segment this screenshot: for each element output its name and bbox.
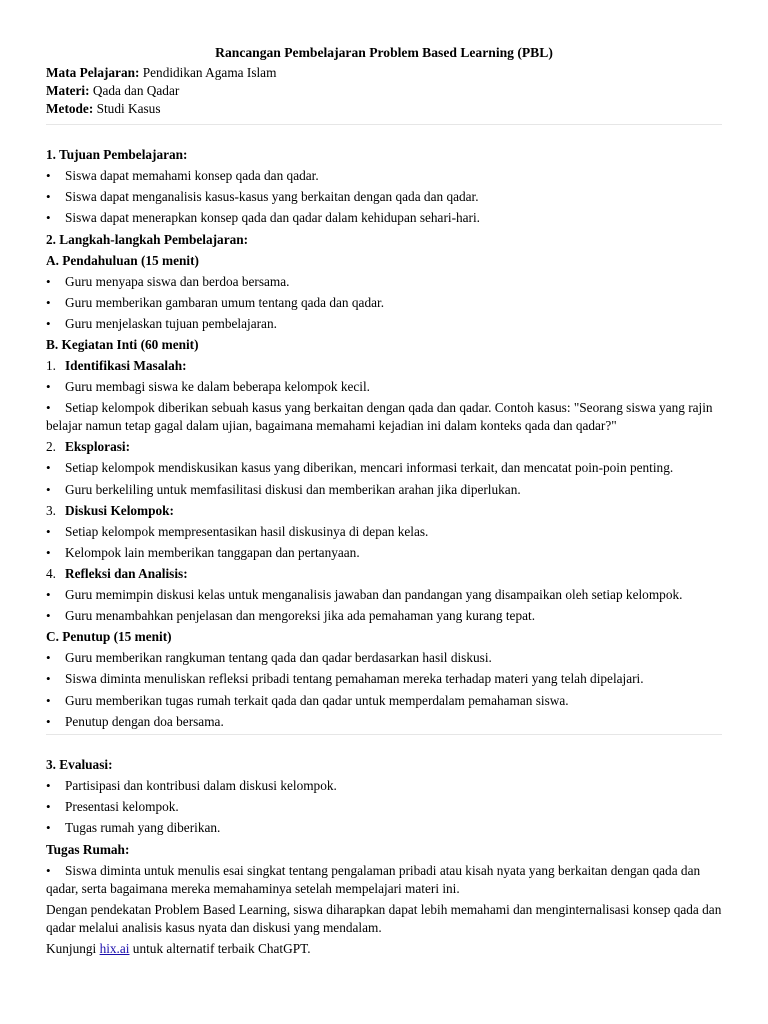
list-item: • Guru menjelaskan tujuan pembelajaran.: [46, 315, 722, 333]
pendahuluan-list: [46, 273, 722, 333]
penutup-list: [46, 649, 722, 731]
meta-subject: [46, 64, 722, 82]
document-title: Rancangan Pembelajaran Problem Based Learning (PBL): [215, 45, 553, 60]
tujuan-list: [46, 167, 722, 227]
section-heading-tujuan: 1. Tujuan Pembelajaran:: [46, 147, 188, 162]
list-item: • Kelompok lain memberikan tanggapan dan pertanyaan.: [46, 544, 722, 562]
list-item: • Guru menambahkan penjelasan dan mengoreksi jika ada pemahaman yang kurang tepat.: [46, 607, 722, 625]
list-item: • Guru memberikan tugas rumah terkait qada dan qadar untuk memperdalam pemahaman siswa.: [46, 692, 722, 710]
step-list: [46, 378, 722, 435]
section-heading-evaluasi: 3. Evaluasi:: [46, 757, 113, 772]
list-item: • Guru berkeliling untuk memfasilitasi diskusi dan memberikan arahan jika diperlukan.: [46, 481, 722, 499]
step-title: Eksplorasi:: [65, 439, 131, 455]
list-item: • Siswa dapat menganalisis kasus-kasus yang berkaitan dengan qada dan qadar.: [46, 188, 722, 206]
visit-line: [46, 940, 722, 958]
step-number: 1.: [46, 358, 56, 374]
meta-value: Pendidikan Agama Islam: [139, 65, 277, 80]
step-title: Identifikasi Masalah:: [65, 358, 187, 374]
step-number: 2.: [46, 439, 56, 455]
step-heading: [46, 502, 722, 520]
closing-paragraph: Dengan pendekatan Problem Based Learning, siswa diharapkan dapat lebih memahami dan menginternalisasi konsep qada dan qadar melalui analisis kasus nyata dan diskusi yang mendalam.: [46, 901, 722, 935]
hix-ai-link[interactable]: hix.ai: [99, 940, 130, 956]
list-item: • Siswa diminta menuliskan refleksi pribadi tentang pemahaman mereka terhadap materi yang telah dipelajari.: [46, 670, 722, 688]
subsection-heading-pendahuluan: A. Pendahuluan (15 menit): [46, 252, 199, 268]
step-heading: [46, 357, 722, 375]
list-item: • Setiap kelompok mempresentasikan hasil diskusinya di depan kelas.: [46, 523, 722, 541]
meta-label: Mata Pelajaran:: [46, 65, 140, 80]
step-title: Refleksi dan Analisis:: [65, 566, 188, 582]
meta-label: Materi:: [46, 83, 90, 98]
subsection-heading-inti: B. Kegiatan Inti (60 menit): [46, 337, 199, 353]
section-heading-langkah: 2. Langkah-langkah Pembelajaran:: [46, 231, 249, 247]
section-heading-tugas: Tugas Rumah:: [46, 841, 130, 857]
step-title: Diskusi Kelompok:: [65, 502, 174, 518]
list-item: • Guru memimpin diskusi kelas untuk menganalisis jawaban dan pandangan yang disampaikan oleh setiap kelompok.: [46, 586, 722, 604]
list-item: • Penutup dengan doa bersama.: [46, 713, 722, 731]
step-heading: [46, 438, 722, 456]
list-item: • Guru memberikan gambaran umum tentang qada dan qadar.: [46, 294, 722, 312]
visit-prefix: Kunjungi: [46, 940, 100, 956]
meta-label: Metode:: [46, 101, 94, 116]
tugas-list: [46, 862, 722, 898]
list-item: • Siswa diminta untuk menulis esai singkat tentang pengalaman pribadi atau kisah nyata yang berkaitan dengan qada dan qadar, serta bagaimana mereka memahaminya setelah mempelajari materi ini.: [46, 862, 722, 898]
list-item: • Setiap kelompok mendiskusikan kasus yang diberikan, mencari informasi terkait, dan mencatat poin-poin penting.: [46, 459, 722, 477]
meta-method: [46, 100, 722, 118]
list-item: • Tugas rumah yang diberikan.: [46, 819, 722, 837]
meta-material: [46, 82, 722, 100]
list-item: • Guru memberikan rangkuman tentang qada dan qadar berdasarkan hasil diskusi.: [46, 649, 722, 667]
step-list: [46, 459, 722, 498]
meta-value: Studi Kasus: [93, 101, 161, 116]
evaluasi-list: [46, 777, 722, 837]
step-list: [46, 523, 722, 562]
list-item: • Guru membagi siswa ke dalam beberapa kelompok kecil.: [46, 378, 722, 396]
step-list: [46, 586, 722, 625]
list-item: • Siswa dapat menerapkan konsep qada dan qadar dalam kehidupan sehari-hari.: [46, 209, 722, 227]
step-number: 4.: [46, 566, 56, 582]
list-item: • Presentasi kelompok.: [46, 798, 722, 816]
document-page: [46, 44, 722, 961]
step-number: 3.: [46, 502, 56, 518]
list-item: • Guru menyapa siswa dan berdoa bersama.: [46, 273, 722, 291]
list-item: • Partisipasi dan kontribusi dalam diskusi kelompok.: [46, 777, 722, 795]
list-item: • Siswa dapat memahami konsep qada dan qadar.: [46, 167, 722, 185]
subsection-heading-penutup: C. Penutup (15 menit): [46, 629, 172, 645]
list-item: • Setiap kelompok diberikan sebuah kasus yang berkaitan dengan qada dan qadar. Contoh kasus: "Seorang siswa yang rajin belajar namun tetap gagal dalam ujian, bagaimana memahami kejadian ini dalam konteks qada dan qadar?": [46, 399, 722, 435]
step-heading: [46, 565, 722, 583]
visit-suffix: untuk alternatif terbaik ChatGPT.: [129, 940, 311, 956]
meta-value: Qada dan Qadar: [89, 83, 180, 98]
